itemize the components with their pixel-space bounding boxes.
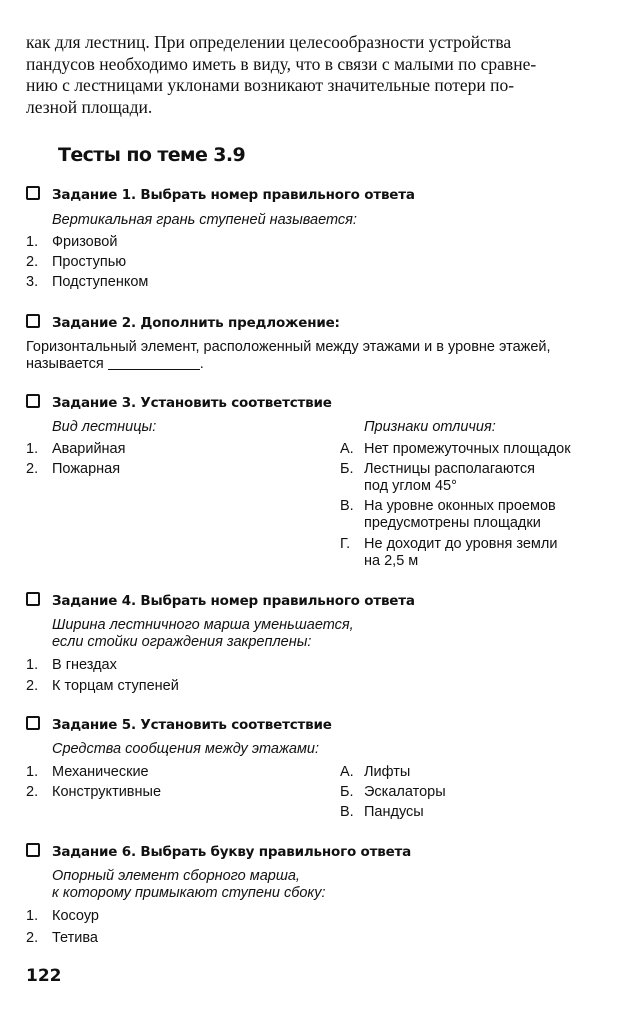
task-6-heading <box>26 843 411 860</box>
option-letter: А. <box>340 441 354 457</box>
option-text: Проступью <box>52 254 127 270</box>
option-text: Механические <box>52 764 149 780</box>
task-6-question: к которому примыкают ступени сбоку: <box>52 885 326 901</box>
task-5-right-item <box>340 804 424 821</box>
task-1-heading <box>26 186 415 203</box>
task-4-question: если стойки ограждения закреплены: <box>52 634 312 650</box>
option-text: Подступенком <box>52 274 149 290</box>
option-number: 3. <box>26 274 39 290</box>
option-text: Фризовой <box>52 234 118 250</box>
option-text: К торцам ступеней <box>52 678 179 694</box>
task-3-right-item-cont: предусмотрены площадки <box>364 515 541 531</box>
task-5-heading <box>26 716 332 733</box>
section-title: Тесты по теме 3.9 <box>58 144 246 166</box>
page-number: 122 <box>26 966 62 986</box>
option-text: В гнездах <box>52 657 117 673</box>
option-number: 1. <box>26 234 39 250</box>
task-3-title: Задание 3. Установить соответствие <box>52 395 332 411</box>
task-4-option <box>26 657 117 674</box>
option-number: 2. <box>26 930 39 946</box>
task-3-right-item <box>340 536 557 553</box>
task-6-option <box>26 930 98 947</box>
checkbox-icon[interactable] <box>26 314 40 328</box>
task-6-option <box>26 908 99 925</box>
option-letter: А. <box>340 764 354 780</box>
answer-blank[interactable] <box>108 357 200 370</box>
option-text: Конструктивные <box>52 784 162 800</box>
option-text: Эскалаторы <box>364 784 446 800</box>
task-4-question: Ширина лестничного марша уменьшается, <box>52 617 354 633</box>
checkbox-icon[interactable] <box>26 592 40 606</box>
task-3-left-item <box>26 441 125 458</box>
option-text: Косоур <box>52 908 99 924</box>
task-1-question: Вертикальная грань ступеней называется: <box>52 212 357 228</box>
option-number: 1. <box>26 657 39 673</box>
checkbox-icon[interactable] <box>26 186 40 200</box>
task-3-right-item-cont: под углом 45° <box>364 478 457 494</box>
checkbox-icon[interactable] <box>26 394 40 408</box>
task-5-right-item <box>340 784 446 801</box>
task-1-title: Задание 1. Выбрать номер правильного ответа <box>52 187 415 203</box>
option-text: Аварийная <box>52 441 126 457</box>
intro-line: как для лестниц. При определении целесообразности устройства <box>26 32 512 52</box>
option-letter: Б. <box>340 784 354 800</box>
task-2-title: Задание 2. Дополнить предложение: <box>52 315 340 331</box>
task-1-option <box>26 274 148 291</box>
task-3-right-item <box>340 498 556 515</box>
task-5-title: Задание 5. Установить соответствие <box>52 717 332 733</box>
task-5-left-item <box>26 784 161 801</box>
task-1-option <box>26 234 117 251</box>
option-text: Тетива <box>52 930 98 946</box>
option-letter: В. <box>340 804 354 820</box>
intro-line: нию с лестницами уклонами возникают значительные потери по- <box>26 75 515 95</box>
option-letter: Б. <box>340 461 354 477</box>
option-number: 2. <box>26 678 39 694</box>
option-letter: В. <box>340 498 354 514</box>
option-number: 2. <box>26 461 39 477</box>
task-2-text <box>26 356 204 373</box>
intro-line: пандусов необходимо иметь в виду, что в связи с малыми по сравне- <box>26 53 537 74</box>
task-4-option <box>26 678 179 695</box>
task-3-heading <box>26 394 332 411</box>
option-number: 1. <box>26 441 39 457</box>
task-6-title: Задание 6. Выбрать букву правильного ответа <box>52 844 412 860</box>
option-text: Лестницы располагаются <box>364 461 536 477</box>
option-text: Лифты <box>364 764 411 780</box>
intro-line: лезной площади. <box>26 96 153 117</box>
task-4-title: Задание 4. Выбрать номер правильного ответа <box>52 593 415 609</box>
task-3-left-header: Вид лестницы: <box>52 419 157 435</box>
task-3-right-item-cont: на 2,5 м <box>364 553 419 569</box>
task-6-question: Опорный элемент сборного марша, <box>52 868 300 884</box>
task-2-text-end: . <box>199 356 204 372</box>
option-text: На уровне оконных проемов <box>364 498 556 514</box>
checkbox-icon[interactable] <box>26 843 40 857</box>
task-5-question: Средства сообщения между этажами: <box>52 741 320 757</box>
task-3-right-item <box>340 461 535 478</box>
option-number: 1. <box>26 908 39 924</box>
option-number: 2. <box>26 784 39 800</box>
option-text: Пожарная <box>52 461 121 477</box>
task-2-text: Горизонтальный элемент, расположенный между этажами и в уровне этажей, <box>26 339 551 355</box>
option-text: Пандусы <box>364 804 424 820</box>
task-5-right-item <box>340 764 410 781</box>
task-4-heading <box>26 592 415 609</box>
option-letter: Г. <box>340 536 351 552</box>
option-number: 1. <box>26 764 39 780</box>
task-3-right-header: Признаки отличия: <box>364 419 496 435</box>
task-3-right-item <box>340 441 571 458</box>
task-1-option <box>26 254 126 271</box>
checkbox-icon[interactable] <box>26 716 40 730</box>
intro-paragraph <box>26 32 606 118</box>
task-2-text-start: называется <box>26 356 104 372</box>
task-2-heading <box>26 314 340 331</box>
option-text: Не доходит до уровня земли <box>364 536 558 552</box>
option-number: 2. <box>26 254 39 270</box>
task-3-left-item <box>26 461 120 478</box>
option-text: Нет промежуточных площадок <box>364 441 571 457</box>
task-5-left-item <box>26 764 149 781</box>
